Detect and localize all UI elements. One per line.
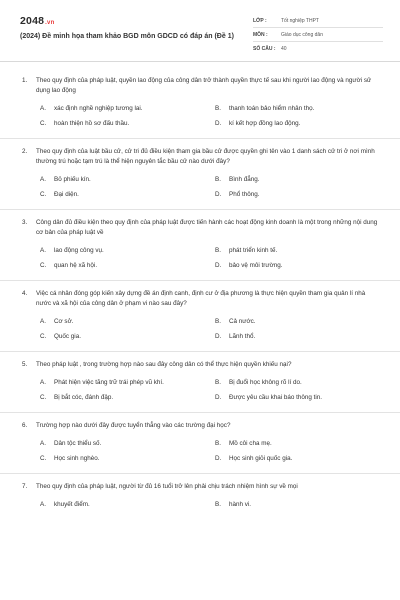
question-text: Theo quy định của pháp luật, quyền lao động của công dân trở thành quyền thực tế sau khi người lao động và người sử dụng lao động [36, 77, 372, 94]
answer-option[interactable] [40, 439, 215, 448]
question-item [0, 139, 400, 210]
logo-suffix: .vn [45, 20, 55, 26]
answer-option[interactable] [215, 317, 390, 326]
answer-option[interactable] [215, 332, 390, 341]
answer-option[interactable] [40, 190, 215, 199]
answer-option[interactable] [215, 261, 390, 270]
option-letter: C. [40, 333, 47, 340]
option-letter: B. [215, 318, 221, 325]
option-letter: B. [215, 501, 221, 508]
option-text: Phổ thông. [229, 191, 260, 198]
option-text: Mồ côi cha mẹ. [229, 440, 272, 447]
option-letter: A. [40, 318, 46, 325]
question-number: 6. [22, 422, 28, 429]
answer-option[interactable] [40, 317, 215, 326]
option-text: Bị bắt cóc, đánh đập. [54, 394, 114, 401]
question-number: 2. [22, 148, 28, 155]
answer-option[interactable] [215, 190, 390, 199]
answer-option[interactable] [40, 393, 215, 402]
option-letter: D. [215, 394, 222, 401]
meta-label: SỐ CÂU : [253, 46, 276, 52]
option-letter: A. [40, 440, 46, 447]
option-letter: D. [215, 455, 222, 462]
option-text: Bỏ phiếu kín. [54, 176, 91, 183]
option-text: kí kết hợp đồng lao động. [229, 120, 301, 127]
option-text: hành vi. [229, 501, 252, 508]
question-text: Trường hợp nào dưới đây được tuyển thẳng vào các trường đại học? [36, 422, 231, 429]
option-letter: C. [40, 191, 47, 198]
answer-option[interactable] [215, 454, 390, 463]
answer-option[interactable] [215, 439, 390, 448]
option-text: Đại diện. [54, 191, 79, 198]
answer-option[interactable] [40, 175, 215, 184]
question-item [0, 281, 400, 352]
question-item [0, 352, 400, 413]
answer-option[interactable] [40, 119, 215, 128]
option-letter: B. [215, 440, 221, 447]
question-item [0, 413, 400, 474]
answer-option[interactable] [215, 378, 390, 387]
meta-value: Tốt nghiệp THPT [281, 17, 319, 24]
option-letter: A. [40, 176, 46, 183]
option-text: bảo vệ môi trường. [229, 262, 283, 269]
option-letter: B. [215, 379, 221, 386]
answer-option[interactable] [215, 246, 390, 255]
meta-value: Giáo dục công dân [281, 31, 323, 38]
option-text: Lãnh thổ. [229, 333, 256, 340]
option-text: Dân tộc thiểu số. [54, 440, 102, 447]
option-text: Cả nước. [229, 318, 256, 325]
option-letter: A. [40, 501, 46, 508]
option-letter: A. [40, 105, 46, 112]
option-letter: A. [40, 379, 46, 386]
question-text: Công dân đủ điều kiện theo quy định của pháp luật được tiến hành các hoạt động kinh doanh là một trong những nội dung cơ bản của pháp luật về [36, 219, 378, 236]
document-header [0, 0, 400, 62]
question-item [0, 474, 400, 519]
option-text: phát triển kinh tế. [229, 247, 278, 254]
document-title: (2024) Đề minh họa tham khảo BGD môn GDCD có đáp án (Đề 1) [20, 33, 234, 40]
document-meta [253, 14, 383, 56]
question-number: 1. [22, 77, 28, 84]
question-text: Theo quy định của pháp luật, người từ đủ 16 tuổi trở lên phải chịu trách nhiệm hình sự về mọi [36, 483, 298, 490]
option-letter: C. [40, 394, 47, 401]
option-text: Được yêu cầu khai báo thông tin. [229, 394, 323, 401]
question-number: 3. [22, 219, 28, 226]
option-text: Bị đuổi học không rõ lí do. [229, 379, 302, 386]
option-text: Bình đẳng. [229, 176, 260, 183]
answer-option[interactable] [40, 454, 215, 463]
option-letter: D. [215, 120, 222, 127]
answer-option[interactable] [40, 104, 215, 113]
question-text: Theo pháp luật , trong trường hợp nào sau đây công dân có thể thực hiện quyền khiếu nại? [36, 361, 292, 368]
answer-option[interactable] [40, 500, 215, 509]
option-text: Phát hiện việc tăng trữ trái phép vũ khí. [54, 379, 164, 386]
question-number: 4. [22, 290, 28, 297]
option-text: xác định nghề nghiệp tương lai. [54, 105, 143, 112]
question-text: Theo quy định của luật bầu cử, cử tri đủ điều kiện tham gia bầu cử được quyền ghi tên vào 1 danh sách cử tri ở nơi mình thường trú hoặc tạm trú là thể hiện nguyên tắc bầu cử nào dưới đây? [36, 148, 375, 165]
answer-option[interactable] [40, 378, 215, 387]
option-text: khuyết điểm. [54, 501, 90, 508]
answer-option[interactable] [215, 500, 390, 509]
option-letter: A. [40, 247, 46, 254]
option-letter: C. [40, 120, 47, 127]
answer-option[interactable] [215, 119, 390, 128]
answer-option[interactable] [215, 393, 390, 402]
site-logo[interactable] [20, 15, 54, 27]
answer-option[interactable] [40, 246, 215, 255]
option-letter: B. [215, 247, 221, 254]
option-text: quan hệ xã hội. [54, 262, 98, 269]
option-letter: B. [215, 105, 221, 112]
question-list [0, 68, 400, 519]
question-number: 7. [22, 483, 28, 490]
question-number: 5. [22, 361, 28, 368]
option-letter: D. [215, 333, 222, 340]
meta-row-class [253, 14, 383, 28]
meta-label: LỚP : [253, 17, 267, 24]
meta-value: 40 [281, 46, 287, 52]
option-letter: C. [40, 262, 47, 269]
answer-option[interactable] [40, 332, 215, 341]
option-text: hoàn thiện hồ sơ đấu thầu. [54, 120, 130, 127]
question-text: Việc cá nhân đóng góp kiến xây dựng đề án định canh, định cư ở địa phương là thực hiện quyền tham gia quản lí nhà nước và xã hội của công dân ở phạm vi nào sau đây? [36, 290, 366, 307]
option-letter: B. [215, 176, 221, 183]
option-letter: C. [40, 455, 47, 462]
option-text: thanh toán bảo hiểm nhân thọ. [229, 105, 315, 112]
logo-text: 2048 [20, 15, 45, 27]
option-text: Cơ sở. [54, 318, 74, 325]
option-text: Quốc gia. [54, 333, 81, 340]
meta-label: MÔN : [253, 31, 268, 38]
option-letter: D. [215, 262, 222, 269]
option-text: Học sinh nghèo. [54, 455, 100, 462]
question-item [0, 210, 400, 281]
option-text: Học sinh giỏi quốc gia. [229, 455, 293, 462]
meta-row-subject [253, 28, 383, 42]
answer-option[interactable] [215, 104, 390, 113]
option-text: lao động công vụ. [54, 247, 104, 254]
answer-option[interactable] [40, 261, 215, 270]
answer-option[interactable] [215, 175, 390, 184]
option-letter: D. [215, 191, 222, 198]
meta-row-count [253, 42, 383, 56]
question-item [0, 68, 400, 139]
